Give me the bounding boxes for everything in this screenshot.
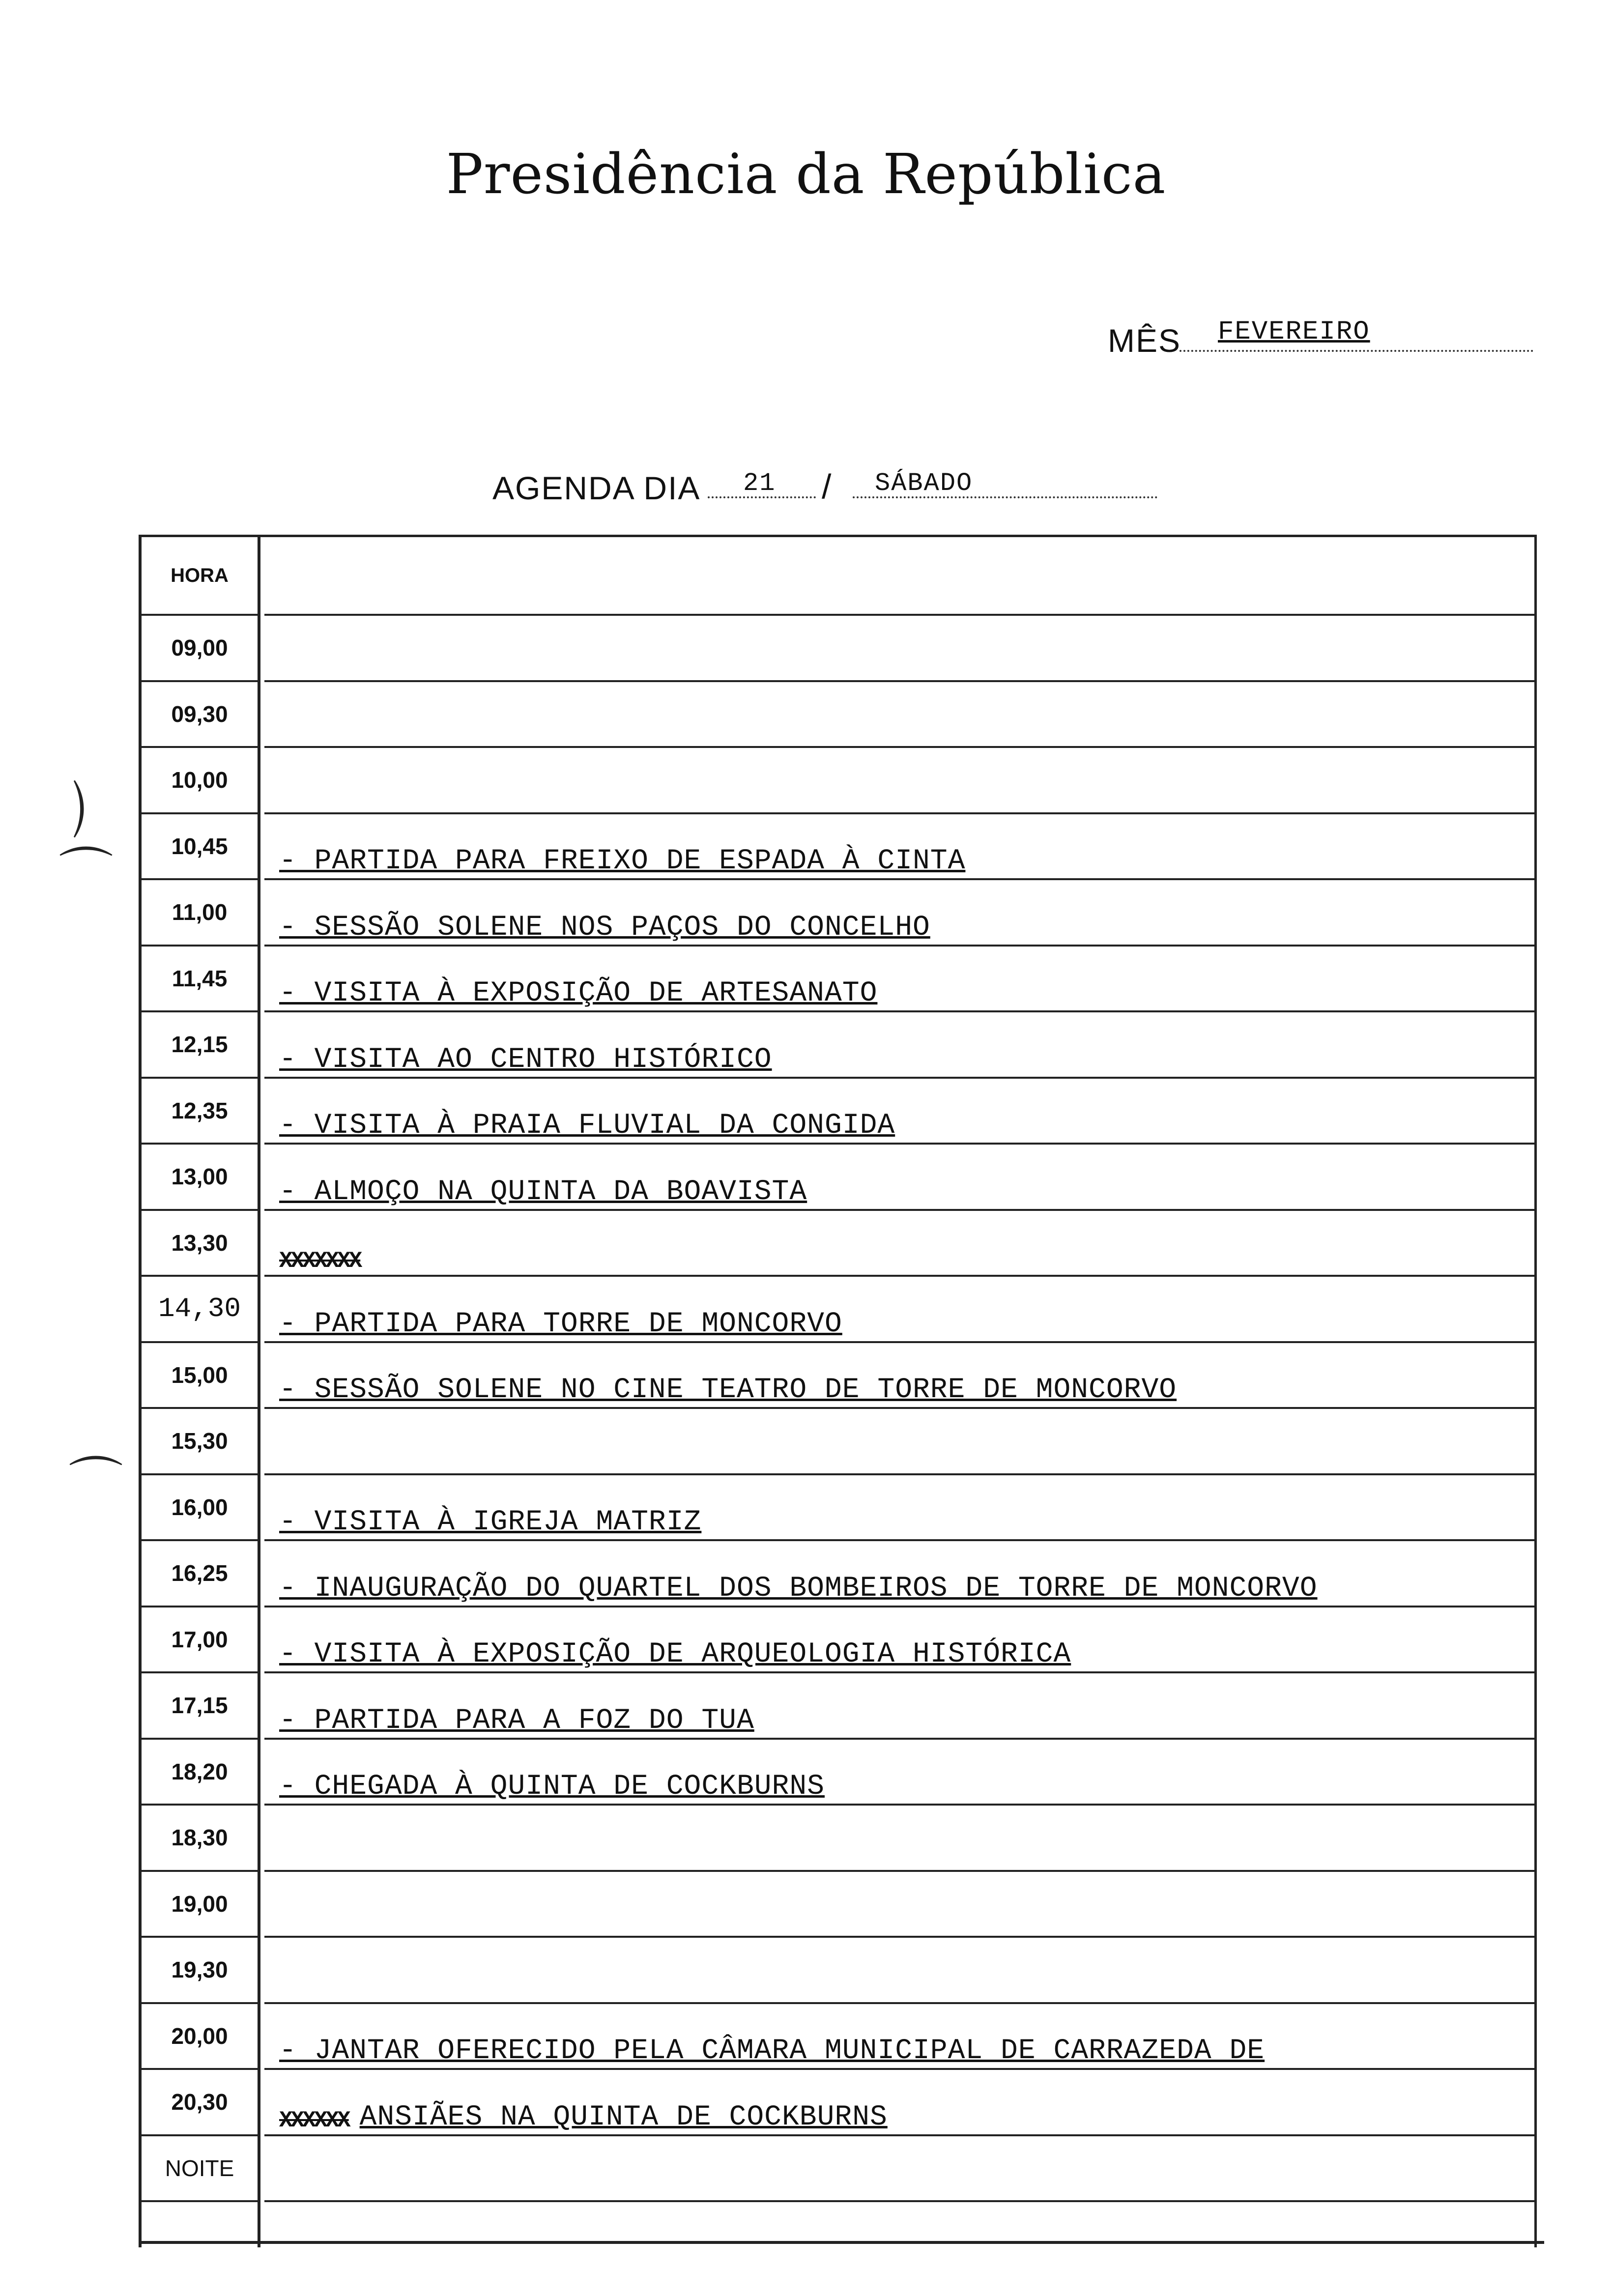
hora-cell: 12,15 [142, 1012, 258, 1079]
hora-cell: 09,30 [142, 682, 258, 748]
schedule-row [142, 1012, 1534, 1079]
entry-text: - CHEGADA À QUINTA DE COCKBURNS [279, 1771, 825, 1803]
hora-cell: 20,00 [142, 2004, 258, 2070]
hora-cell: 10,45 [142, 814, 258, 881]
schedule-row [142, 2004, 1534, 2070]
entry-cell [264, 1145, 1534, 1211]
schedule-row [142, 1607, 1534, 1674]
agenda-day-label: AGENDA DIA [492, 470, 701, 506]
schedule-row [142, 2136, 1534, 2203]
hora-cell: 13,00 [142, 1145, 258, 1211]
struck-out-text: XXXXXX [279, 2107, 349, 2133]
schedule-row [142, 1475, 1534, 1542]
hora-cell: 19,00 [142, 1872, 258, 1938]
entry-cell [264, 1012, 1534, 1079]
entry-cell [264, 1079, 1534, 1145]
hora-cell: 11,00 [142, 880, 258, 947]
struck-out-text: XXXXXXX [279, 1248, 361, 1274]
schedule-row [142, 748, 1534, 814]
hora-cell: 20,30 [142, 2070, 258, 2136]
schedule-row [142, 1938, 1534, 2004]
entry-text: - JANTAR OFERECIDO PELA CÂMARA MUNICIPAL DE CARRAZEDA DE [279, 2035, 1265, 2067]
hora-cell: 13,30 [142, 1211, 258, 1277]
hora-cell: 17,15 [142, 1673, 258, 1740]
entry-cell [264, 1211, 1534, 1277]
entry-cell [264, 1806, 1534, 1872]
entry-text: - PARTIDA PARA A FOZ DO TUA [279, 1704, 754, 1737]
hora-cell: 14,30 [142, 1277, 258, 1343]
entry-cell [264, 1343, 1534, 1409]
schedule-row [142, 1872, 1534, 1938]
schedule-row [142, 880, 1534, 947]
hora-cell: 19,30 [142, 1938, 258, 2004]
margin-mark: ⌒ [69, 1452, 123, 1515]
table-bottom-border [139, 2241, 1544, 2244]
hora-cell: 16,00 [142, 1475, 258, 1542]
entry-cell [264, 1938, 1534, 2004]
schedule-row [142, 947, 1534, 1013]
entry-cell [264, 1409, 1534, 1475]
hora-cell: 17,00 [142, 1607, 258, 1674]
hora-cell: 16,25 [142, 1541, 258, 1607]
entry-cell [264, 947, 1534, 1013]
schedule-row [142, 1145, 1534, 1211]
agenda-separator: / [822, 467, 833, 506]
entry-cell [264, 1277, 1534, 1343]
entry-cell [264, 880, 1534, 947]
entry-text: - VISITA AO CENTRO HISTÓRICO [279, 1043, 772, 1076]
schedule-row [142, 1673, 1534, 1740]
schedule-row [142, 2070, 1534, 2136]
entry-cell [264, 2136, 1534, 2203]
table-header-row [142, 537, 1534, 616]
header-entry [264, 537, 1534, 616]
schedule-table [139, 535, 1537, 2247]
entry-cell [264, 1475, 1534, 1542]
hora-cell: 15,00 [142, 1343, 258, 1409]
schedule-row [142, 1409, 1534, 1475]
schedule-row [142, 1277, 1534, 1343]
schedule-row [142, 682, 1534, 748]
entry-cell [264, 1872, 1534, 1938]
month-value: FEVEREIRO [1218, 317, 1370, 347]
agenda-weekday: SÁBADO [875, 469, 973, 498]
entry-text: - INAUGURAÇÃO DO QUARTEL DOS BOMBEIROS DE TORRE DE MONCORVO [279, 1572, 1318, 1605]
entry-text: - SESSÃO SOLENE NOS PAÇOS DO CONCELHO [279, 911, 930, 944]
entry-text: - ALMOÇO NA QUINTA DA BOAVISTA [279, 1176, 807, 1208]
hora-cell: 15,30 [142, 1409, 258, 1475]
entry-cell [264, 682, 1534, 748]
schedule-row [142, 1079, 1534, 1145]
hora-cell: 12,35 [142, 1079, 258, 1145]
hora-cell: NOITE [142, 2136, 258, 2203]
hora-header: HORA [142, 537, 258, 616]
hora-cell: 10,00 [142, 748, 258, 814]
margin-mark: ⌒ [20, 779, 88, 838]
schedule-row [142, 1343, 1534, 1409]
schedule-row [142, 616, 1534, 682]
entry-text: - SESSÃO SOLENE NO CINE TEATRO DE TORRE DE MONCORVO [279, 1374, 1177, 1406]
entry-cell [264, 616, 1534, 682]
entry-text: - PARTIDA PARA TORRE DE MONCORVO [279, 1308, 842, 1340]
entry-text: ANSIÃES NA QUINTA DE COCKBURNS [359, 2101, 888, 2133]
entry-cell [264, 1740, 1534, 1806]
entry-text: - VISITA À IGREJA MATRIZ [279, 1506, 702, 1538]
month-label: MÊS [1108, 322, 1181, 359]
schedule-row [142, 1211, 1534, 1277]
entry-cell [264, 2004, 1534, 2070]
entry-cell [264, 2070, 1534, 2136]
page-title: Presidência da República [446, 143, 1166, 206]
agenda-day-value: 21 [743, 469, 776, 498]
schedule-row [142, 1541, 1534, 1607]
entry-cell [264, 1673, 1534, 1740]
entry-cell [264, 1607, 1534, 1674]
entry-text: - PARTIDA PARA FREIXO DE ESPADA À CINTA [279, 845, 966, 877]
hora-cell: 09,00 [142, 616, 258, 682]
entry-text: - VISITA À PRAIA FLUVIAL DA CONGIDA [279, 1110, 895, 1142]
entry-cell [264, 748, 1534, 814]
entry-cell [264, 814, 1534, 881]
entry-text: - VISITA À EXPOSIÇÃO DE ARQUEOLOGIA HISTÓRICA [279, 1638, 1071, 1670]
month-fill-line [1180, 350, 1533, 352]
schedule-row [142, 1806, 1534, 1872]
hora-cell: 18,30 [142, 1806, 258, 1872]
entry-text: - VISITA À EXPOSIÇÃO DE ARTESANATO [279, 977, 878, 1009]
hora-cell: 18,20 [142, 1740, 258, 1806]
margin-mark: ⌒ [59, 842, 113, 905]
hora-cell: 11,45 [142, 947, 258, 1013]
entry-cell [264, 1541, 1534, 1607]
schedule-row [142, 814, 1534, 881]
schedule-row [142, 1740, 1534, 1806]
